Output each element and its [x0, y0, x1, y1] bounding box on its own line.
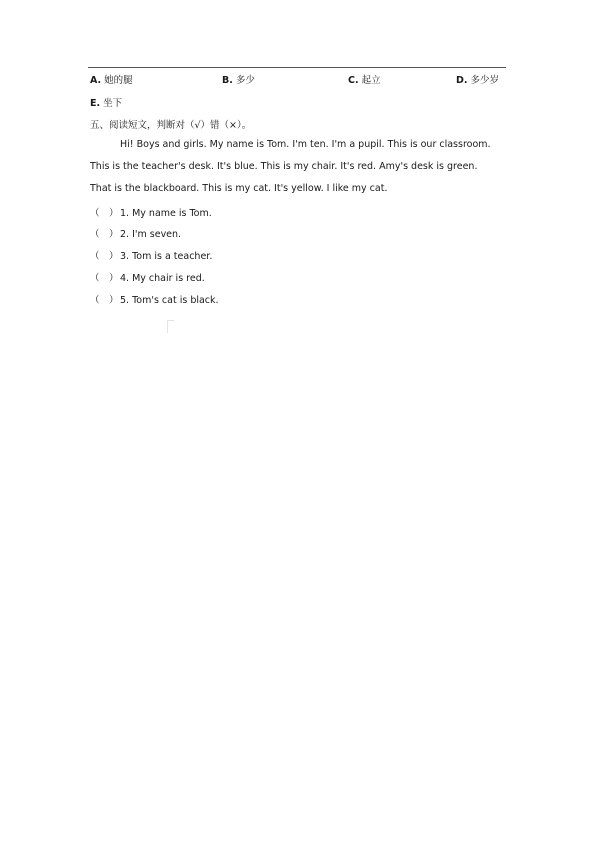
section-heading: 五、阅读短文，判断对（√）错（×）。 — [90, 120, 252, 131]
option-b — [222, 72, 255, 86]
option-d — [456, 72, 499, 86]
question-5 — [90, 292, 219, 306]
passage-line-3: That is the blackboard. This is my cat. It's yellow. I like my cat. — [90, 183, 388, 194]
question-1-text: 1. My name is Tom. — [120, 208, 212, 219]
option-a-letter: A. — [90, 75, 102, 86]
question-3-text: 3. Tom is a teacher. — [120, 251, 213, 262]
answer-blank-1[interactable]: （ ） — [90, 208, 119, 219]
option-c — [348, 72, 381, 86]
answer-blank-2[interactable]: （ ） — [90, 229, 119, 240]
answer-blank-5[interactable]: （ ） — [90, 295, 119, 306]
option-e — [90, 95, 122, 109]
option-a-text: 她的腿 — [104, 75, 133, 86]
top-divider — [88, 67, 506, 68]
option-c-text: 起立 — [361, 75, 381, 86]
option-d-letter: D. — [456, 75, 468, 86]
question-4-text: 4. My chair is red. — [120, 273, 205, 284]
passage-line-1: Hi! Boys and girls. My name is Tom. I'm ten. I'm a pupil. This is our classroom. — [120, 139, 491, 150]
answer-options-row — [90, 72, 510, 88]
option-c-letter: C. — [348, 75, 359, 86]
question-2-text: 2. I'm seven. — [120, 229, 182, 240]
scan-speck — [167, 320, 174, 333]
question-1 — [90, 205, 212, 219]
option-b-text: 多少 — [235, 75, 255, 86]
answer-blank-3[interactable]: （ ） — [90, 251, 119, 262]
option-d-text: 多少岁 — [470, 75, 500, 86]
question-2 — [90, 226, 181, 240]
option-a — [90, 72, 133, 86]
question-5-text: 5. Tom's cat is black. — [120, 295, 219, 306]
question-3 — [90, 248, 212, 262]
answer-blank-4[interactable]: （ ） — [90, 273, 119, 284]
passage-line-2: This is the teacher's desk. It's blue. This is my chair. It's red. Amy's desk is green. — [90, 161, 478, 172]
option-b-letter: B. — [222, 75, 233, 86]
option-e-letter: E. — [90, 98, 101, 109]
question-4 — [90, 270, 205, 284]
option-e-text: 坐下 — [103, 98, 123, 109]
